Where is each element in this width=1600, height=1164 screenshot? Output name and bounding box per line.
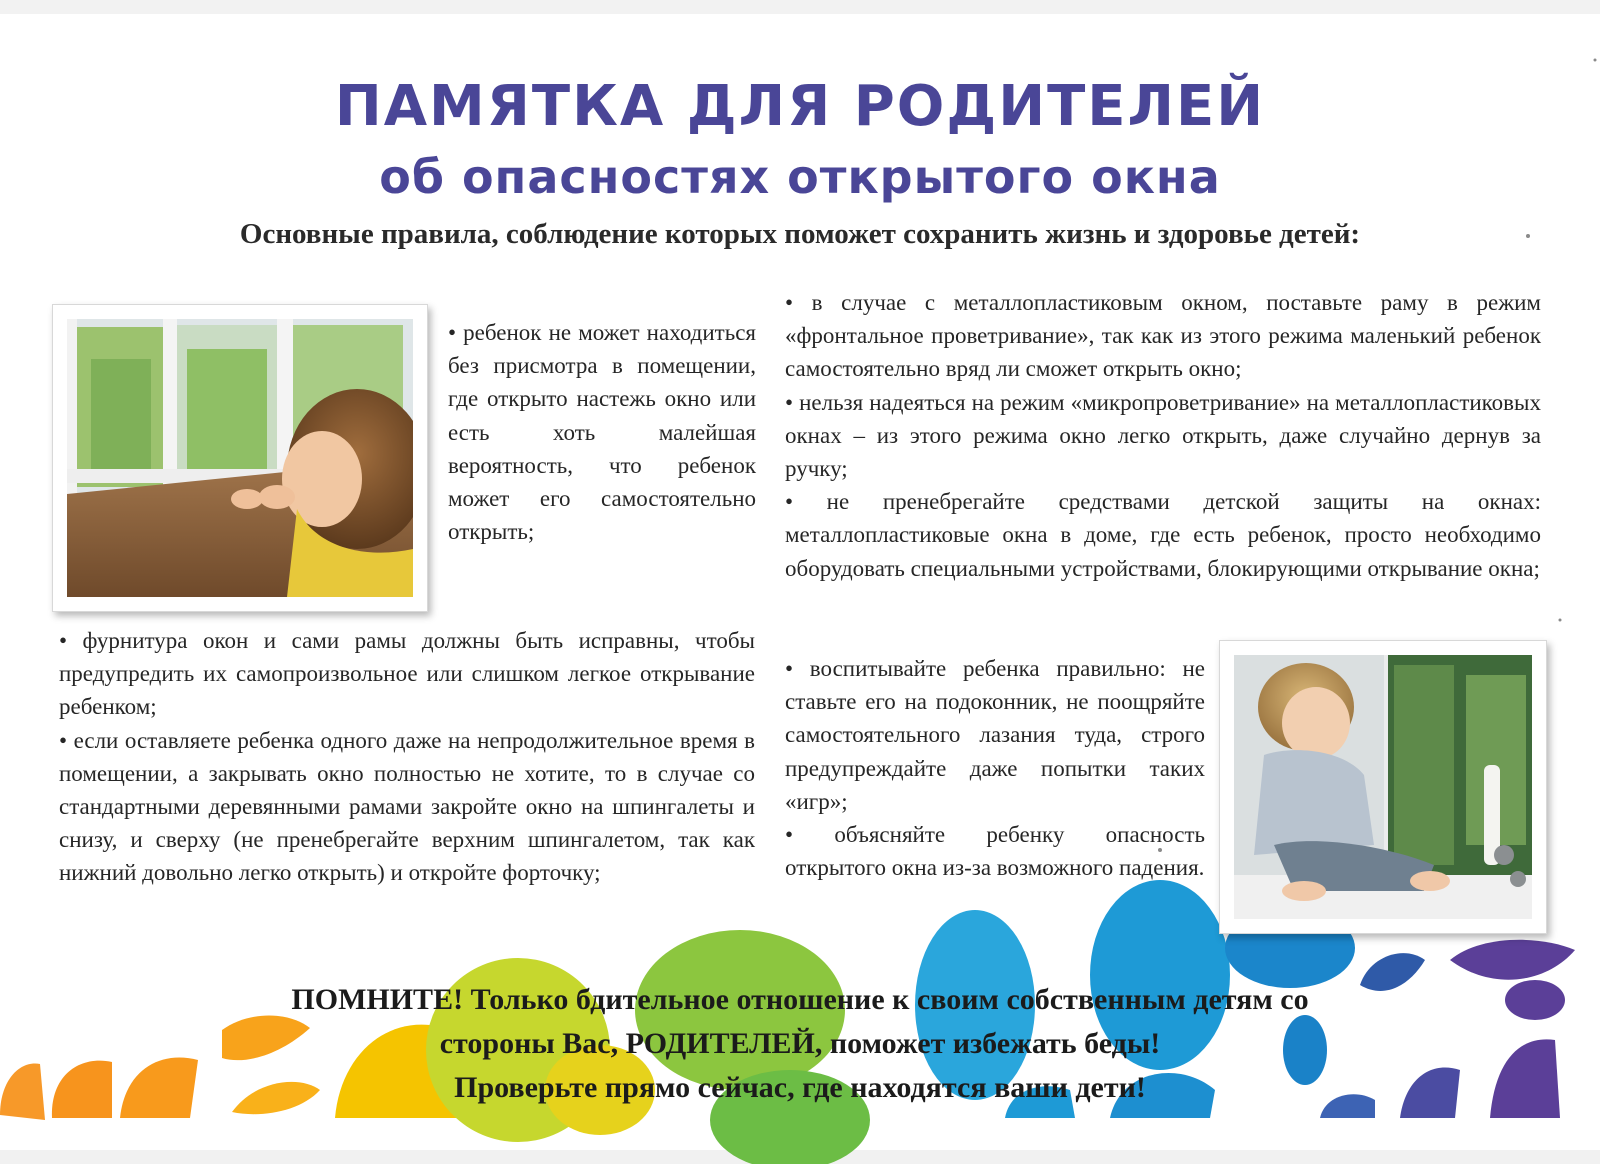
rule-item: • воспитывайте ребенка правильно: не ставьте его на подоконник, не поощряйте самостоятельного лазания туда, строго предупреждайте даже попытки таких «игр»; <box>785 656 1205 814</box>
page-subtitle: об опасностях открытого окна <box>379 150 1221 204</box>
footer-line-3: Проверьте прямо сейчас, где находятся ваши дети! <box>454 1071 1146 1104</box>
footer-reminder <box>0 978 1600 1110</box>
girl-at-window-image <box>67 319 413 597</box>
rule-right-bottom-block <box>785 652 1205 884</box>
rule-item: • объясняйте ребенку опасность открытого окна из-за возможного падения. <box>785 822 1205 881</box>
toddler-on-windowsill-image <box>1234 655 1532 919</box>
photo-girl-at-window <box>52 304 428 612</box>
rule-item: • в случае с металлопластиковым окном, поставьте раму в режим «фронтальное проветривание», так как из этого режима маленький ребенок самостоятельно вряд ли сможет открыть окно; <box>785 290 1541 382</box>
intro-text: Основные правила, соблюдение которых поможет сохранить жизнь и здоровье детей: <box>239 218 1361 250</box>
rule-left-top-block <box>448 316 756 548</box>
rule-item: • если оставляете ребенка одного даже на непродолжительное время в помещении, а закрывать окно полностью не хотите, то в случае со стандартными деревянными рамами закройте окно на шпингалеты и снизу, и сверху (не пренебрегайте верхним шпингалетом, так как нижний довольно легко открыть) и откройте форточку; <box>59 727 755 886</box>
rule-item: • фурнитура окон и сами рамы должны быть исправны, чтобы предупредить их самопроизвольное или слишком легкое открывание ребенком; <box>59 628 755 720</box>
rule-right-top-block <box>785 286 1541 585</box>
rule-left-bottom-block <box>59 624 755 890</box>
footer-line-1: ПОМНИТЕ! Только бдительное отношение к своим собственным детям со <box>291 983 1309 1016</box>
rule-item: • нельзя надеяться на режим «микропроветривание» на металлопластиковых окнах – из этого режима окно легко открыть, даже случайно дернув за ручку; <box>785 389 1541 482</box>
page-title: ПАМЯТКА ДЛЯ РОДИТЕЛЕЙ <box>334 74 1266 139</box>
footer-line-2: стороны Вас, РОДИТЕЛЕЙ, поможет избежать беды! <box>439 1027 1161 1060</box>
rule-item: • не пренебрегайте средствами детской защиты на окнах: металлопластиковые окна в доме, где есть ребенок, просто необходимо оборудовать специальными устройствами, блокирующими открывание окна; <box>785 489 1541 581</box>
photo-toddler-on-windowsill <box>1219 640 1547 934</box>
rule-item: • ребенок не может находиться без присмотра в помещении, где открыто настежь окно или есть хоть малейшая вероятность, что ребенок может его самостоятельно открыть; <box>448 320 756 545</box>
